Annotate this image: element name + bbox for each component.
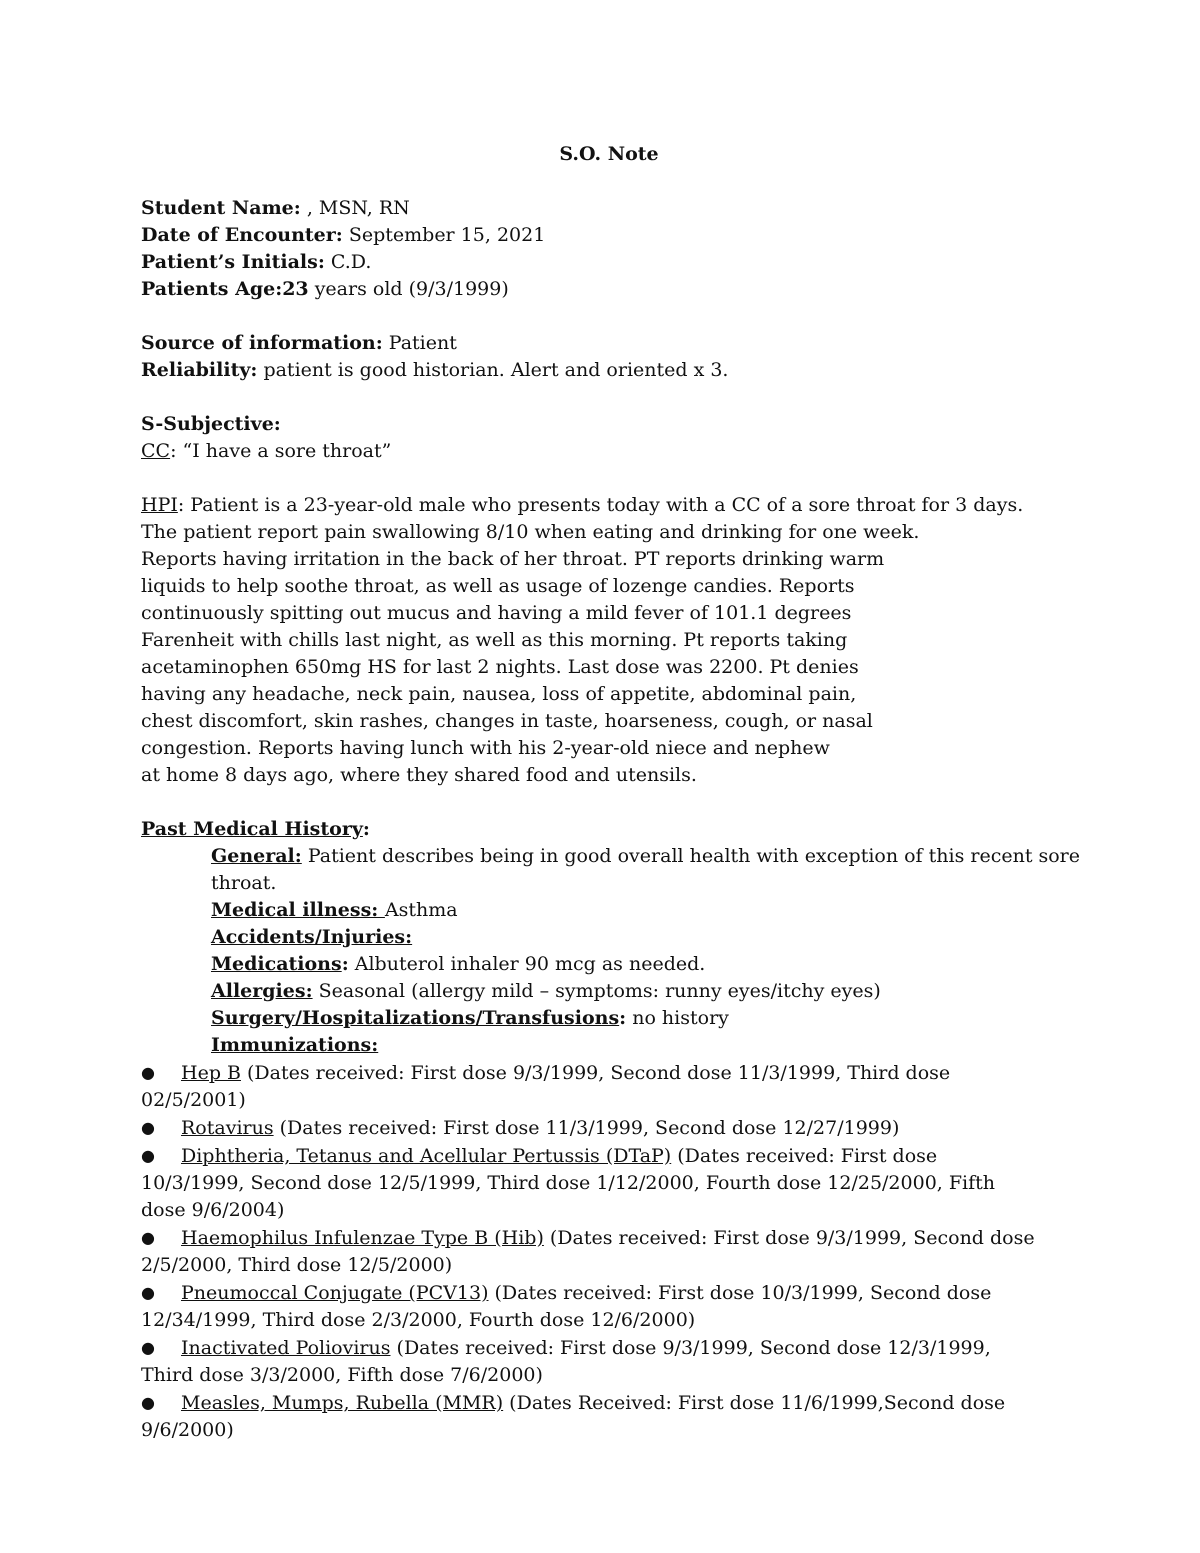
hpi-text-line: Farenheit with chills last night, as well as this morning. Pt reports taking (141, 629, 848, 651)
immunization-name: Haemophilus Infulenzae Type B (Hib) (181, 1227, 544, 1249)
age-value: years old (9/3/1999) (308, 278, 509, 300)
hpi-text-line: The patient report pain swallowing 8/10 when eating and drinking for one week. (141, 521, 920, 543)
medications-line (211, 951, 1080, 978)
hpi-text-line: at home 8 days ago, where they shared food and utensils. (141, 764, 697, 786)
illness-value: Asthma (384, 899, 458, 921)
pmh-heading (141, 816, 1080, 843)
bullet-icon: ● (141, 1283, 155, 1302)
list-item (141, 1279, 1041, 1334)
hpi-text-line: liquids to help soothe throat, as well as usage of lozenge candies. Reports (141, 575, 855, 597)
spacer (141, 789, 1080, 816)
hpi-text-line: having any headache, neck pain, nausea, loss of appetite, abdominal pain, (141, 683, 857, 705)
hpi-text-line: congestion. Reports having lunch with his 2-year-old niece and nephew (141, 737, 830, 759)
reliability-line (141, 357, 1080, 384)
spacer (141, 303, 1080, 330)
immunization-dates: (Dates received: First dose 10/3/1999, Second dose 12/34/1999, Third dose 2/3/2000, Fourth dose 12/6/2000) (141, 1282, 992, 1331)
spacer (141, 384, 1080, 411)
surgery-label: Surgery/Hospitalizations/Transfusions (211, 1007, 620, 1029)
bullet-icon: ● (141, 1228, 155, 1247)
cc-line (141, 438, 1080, 465)
accidents-label: Accidents/Injuries: (211, 926, 413, 948)
subjective-heading: S-Subjective: (141, 413, 281, 435)
source-label: Source of information: (141, 332, 383, 354)
immunization-name: Hep B (181, 1062, 241, 1084)
bullet-icon: ● (141, 1393, 155, 1412)
student-name-line (141, 195, 1080, 222)
list-item (141, 1059, 1041, 1114)
hpi-text-line: acetaminophen 650mg HS for last 2 nights. Last dose was 2200. Pt denies (141, 656, 859, 678)
hpi-text-line: : Patient is a 23-year-old male who presents today with a CC of a sore throat for 3 days. (177, 494, 1024, 516)
medications-value: Albuterol inhaler 90 mcg as needed. (348, 953, 706, 975)
hpi-text-line: Reports having irritation in the back of her throat. PT reports drinking warm (141, 548, 885, 570)
general-value: Patient describes being in good overall health with exception of this recent sore (301, 845, 1081, 867)
hpi-text-line: continuously spitting out mucus and having a mild fever of 101.1 degrees (141, 602, 852, 624)
hpi-text-line: chest discomfort, skin rashes, changes in taste, hoarseness, cough, or nasal (141, 710, 873, 732)
hpi-label: HPI (141, 494, 178, 516)
pmh-details (141, 843, 1080, 1059)
illness-line (211, 897, 1080, 924)
date-label: Date of Encounter: (141, 224, 343, 246)
surgery-value: no history (626, 1007, 729, 1029)
immunization-name: Measles, Mumps, Rubella (MMR) (181, 1392, 504, 1414)
initials-line (141, 249, 1080, 276)
surgery-colon: : (619, 1007, 627, 1029)
spacer (141, 465, 1080, 492)
reliability-label: Reliability: (141, 359, 258, 381)
immunization-dates: (Dates received: First dose 9/3/1999, Second dose 12/3/1999, Third dose 3/3/2000, Fifth dose 7/6/2000) (141, 1337, 991, 1386)
immunization-dates: (Dates received: First dose 9/3/1999, Second dose 11/3/1999, Third dose 02/5/2001) (141, 1062, 951, 1111)
immunization-dates: (Dates received: First dose 11/3/1999, Second dose 12/27/1999) (273, 1117, 900, 1139)
reliability-value: patient is good historian. Alert and oriented x 3. (257, 359, 729, 381)
immunization-dates: (Dates Received: First dose 11/6/1999,Second dose 9/6/2000) (141, 1392, 1006, 1441)
date-line (141, 222, 1080, 249)
list-item (141, 1389, 1041, 1444)
date-value: September 15, 2021 (342, 224, 546, 246)
pmh-heading-colon: : (362, 818, 370, 840)
bullet-icon: ● (141, 1146, 155, 1165)
age-label: Patients Age: (141, 278, 283, 300)
immunization-name: Inactivated Poliovirus (181, 1337, 391, 1359)
student-name-value: , MSN, RN (300, 197, 410, 219)
illness-label: Medical illness: (211, 899, 385, 921)
allergies-value: Seasonal (allergy mild – symptoms: runny eyes/itchy eyes) (312, 980, 881, 1002)
allergies-label: Allergies: (211, 980, 313, 1002)
age-number: 23 (282, 278, 309, 300)
pmh-heading-text: Past Medical History (141, 818, 363, 840)
list-item (141, 1334, 1041, 1389)
bullet-icon: ● (141, 1338, 155, 1357)
general-value-cont: throat. (211, 872, 277, 894)
cc-value: : “I have a sore throat” (170, 440, 392, 462)
list-item (141, 1114, 1041, 1142)
immunization-name: Diphtheria, Tetanus and Acellular Pertussis (DTaP) (181, 1145, 672, 1167)
hpi-line (141, 492, 1080, 519)
initials-value: C.D. (324, 251, 372, 273)
age-line (141, 276, 1080, 303)
document-title: S.O. Note (559, 143, 659, 165)
list-item (141, 1142, 1041, 1224)
bullet-icon: ● (141, 1063, 155, 1082)
general-line (211, 843, 1080, 870)
cc-label: CC (141, 440, 171, 462)
immunization-dates: (Dates received: First dose 10/3/1999, Second dose 12/5/1999, Third dose 1/12/2000, Fourth dose 12/25/2000, Fifth dose 9/6/2004) (141, 1145, 996, 1221)
source-line (141, 330, 1080, 357)
immunization-name: Pneumoccal Conjugate (PCV13) (181, 1282, 489, 1304)
immunization-name: Rotavirus (181, 1117, 274, 1139)
allergies-line (211, 978, 1080, 1005)
list-item (141, 1224, 1041, 1279)
medications-colon: : (341, 953, 349, 975)
general-label: General: (211, 845, 302, 867)
surgery-line (211, 1005, 1080, 1032)
immunizations-label: Immunizations: (211, 1034, 379, 1056)
student-name-label: Student Name: (141, 197, 301, 219)
source-value: Patient (382, 332, 457, 354)
initials-label: Patient’s Initials: (141, 251, 325, 273)
medications-label: Medications (211, 953, 342, 975)
bullet-icon: ● (141, 1118, 155, 1137)
immunization-dates: (Dates received: First dose 9/3/1999, Second dose 2/5/2000, Third dose 12/5/2000) (141, 1227, 1035, 1276)
